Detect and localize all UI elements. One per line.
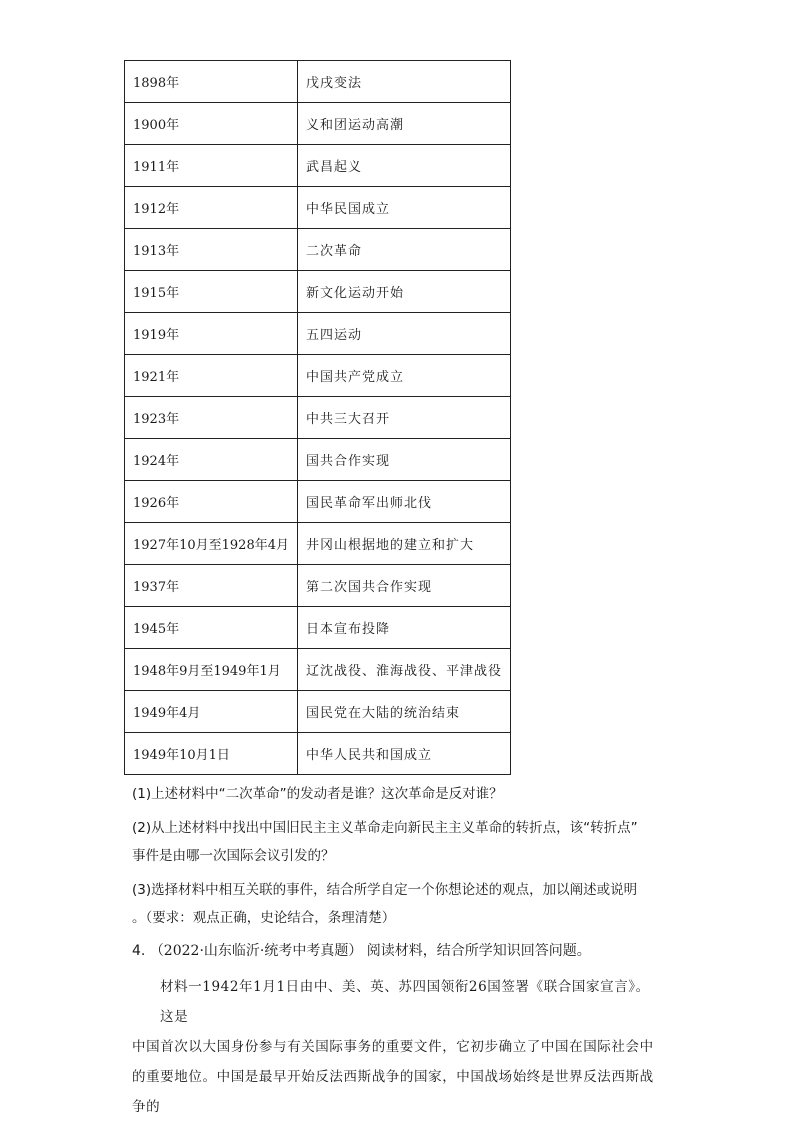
- timeline-row: [125, 481, 511, 523]
- question-4-header: [132, 940, 591, 960]
- timeline-event-cell: 义和团运动高潮: [297, 103, 510, 145]
- timeline-row: [125, 229, 511, 271]
- timeline-row: [125, 145, 511, 187]
- timeline-body: [125, 61, 511, 775]
- timeline-row: [125, 271, 511, 313]
- timeline-event-cell: 第二次国共合作实现: [297, 565, 510, 607]
- timeline-row: [125, 355, 511, 397]
- timeline-row: [125, 691, 511, 733]
- timeline-event-cell: 中华民国成立: [297, 187, 510, 229]
- question-1: (1)上述材料中“二次革命”的发动者是谁？这次革命是反对谁？: [132, 786, 503, 802]
- timeline-row: [125, 565, 511, 607]
- timeline-year-cell: 1937年: [125, 565, 298, 607]
- timeline-row: [125, 187, 511, 229]
- timeline-year-cell: 1898年: [125, 61, 298, 103]
- question-4-source: （2022·山东临沂·统考中考真题）: [149, 943, 363, 959]
- question-4-number: 4.: [132, 943, 146, 959]
- question-3-line-1: (3)选择材料中相互关联的事件，结合所学自定一个你想论述的观点，加以阐述或说明: [132, 882, 638, 898]
- timeline-event-cell: 国民党在大陆的统治结束: [297, 691, 510, 733]
- material-line-2: 中国首次以大国身份参与有关国际事务的重要文件，它初步确立了中国在国际社会中: [132, 1039, 654, 1055]
- timeline-row: [125, 103, 511, 145]
- timeline-row: [125, 439, 511, 481]
- timeline-event-cell: 中共三大召开: [297, 397, 510, 439]
- timeline-year-cell: 1924年: [125, 439, 298, 481]
- timeline-year-cell: 1919年: [125, 313, 298, 355]
- timeline-event-cell: 武昌起义: [297, 145, 510, 187]
- timeline-table: [124, 60, 511, 775]
- timeline-row: [125, 733, 511, 775]
- timeline-year-cell: 1900年: [125, 103, 298, 145]
- timeline-year-cell: 1949年10月1日: [125, 733, 298, 775]
- question-3-line-2: 。（要求：观点正确，史论结合，条理清楚）: [132, 910, 396, 926]
- timeline-event-cell: 二次革命: [297, 229, 510, 271]
- timeline-year-cell: 1915年: [125, 271, 298, 313]
- timeline-event-cell: 戊戌变法: [297, 61, 510, 103]
- timeline-year-cell: 1926年: [125, 481, 298, 523]
- timeline-event-cell: 井冈山根据地的建立和扩大: [297, 523, 510, 565]
- question-2-line-1: (2)从上述材料中找出中国旧民主主义革命走向新民主主义革命的转折点，该“转折点”: [132, 820, 638, 836]
- timeline-year-cell: 1913年: [125, 229, 298, 271]
- timeline-year-cell: 1911年: [125, 145, 298, 187]
- timeline-event-cell: 日本宣布投降: [297, 607, 510, 649]
- timeline-row: [125, 397, 511, 439]
- timeline-event-cell: 国民革命军出师北伐: [297, 481, 510, 523]
- question-4-prompt: 阅读材料，结合所学知识回答问题。: [366, 943, 591, 959]
- timeline-row: [125, 313, 511, 355]
- timeline-row: [125, 523, 511, 565]
- timeline-year-cell: 1949年4月: [125, 691, 298, 733]
- material-line-1: 材料一1942年1月1日由中、美、英、苏四国领衔26国签署《联合国家宣言》。这是: [160, 979, 650, 1025]
- timeline-year-cell: 1945年: [125, 607, 298, 649]
- timeline-event-cell: 国共合作实现: [297, 439, 510, 481]
- timeline-row: [125, 61, 511, 103]
- timeline-event-cell: 辽沈战役、淮海战役、平津战役: [297, 649, 510, 691]
- timeline-event-cell: 中华人民共和国成立: [297, 733, 510, 775]
- material-paragraph: [132, 972, 660, 1122]
- timeline-event-cell: 五四运动: [297, 313, 510, 355]
- timeline-year-cell: 1921年: [125, 355, 298, 397]
- question-2-line-2: 事件是由哪一次国际会议引发的？: [132, 848, 335, 864]
- timeline-row: [125, 649, 511, 691]
- material-line-3: 的重要地位。中国是最早开始反法西斯战争的国家，中国战场始终是世界反法西斯战争的: [132, 1069, 654, 1115]
- timeline-row: [125, 607, 511, 649]
- timeline-year-cell: 1927年10月至1928年4月: [125, 523, 298, 565]
- timeline-year-cell: 1923年: [125, 397, 298, 439]
- timeline-year-cell: 1912年: [125, 187, 298, 229]
- timeline-event-cell: 中国共产党成立: [297, 355, 510, 397]
- timeline-year-cell: 1948年9月至1949年1月: [125, 649, 298, 691]
- timeline-event-cell: 新文化运动开始: [297, 271, 510, 313]
